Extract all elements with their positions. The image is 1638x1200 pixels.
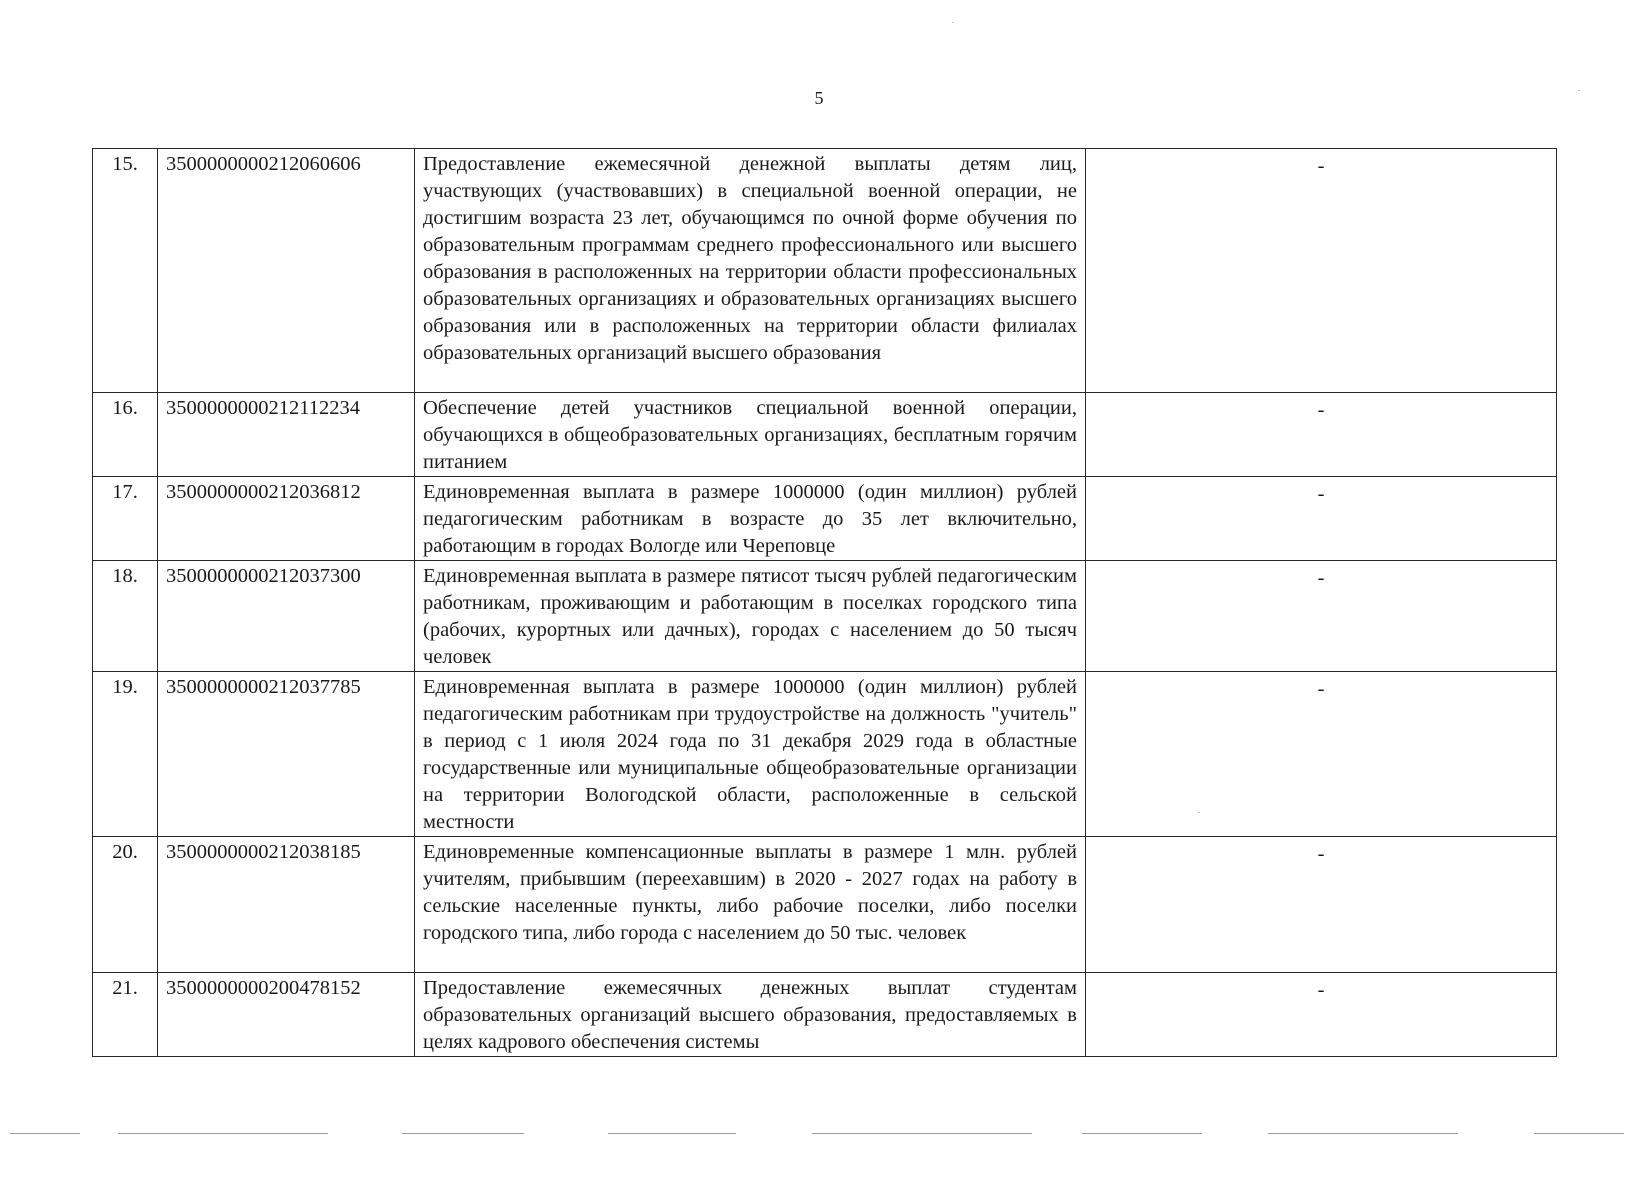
row-number: 16. — [93, 393, 158, 477]
row-code: 3500000000212036812 — [158, 477, 415, 561]
row-code: 3500000000212037300 — [158, 561, 415, 672]
scan-artifact-line — [608, 1133, 736, 1134]
row-value: - — [1317, 567, 1325, 589]
table-row — [93, 477, 1557, 561]
row-description: Единовременная выплата в размере 1000000 (один миллион) рублей педагогическим работникам при трудоустройстве на должность "учитель" в период с 1 июля 2024 года по 31 декабря 2029 года в областные государственные или муниципальные общеобразовательные организации на территории Вологодской области, расположенные в сельской местности — [415, 672, 1086, 837]
row-value-cell — [1086, 672, 1557, 837]
row-value-cell — [1086, 837, 1557, 973]
row-description: Обеспечение детей участников специальной военной операции, обучающихся в общеобразовательных организациях, бесплатным горячим питанием — [415, 393, 1086, 477]
row-code: 3500000000212060606 — [158, 149, 415, 393]
row-description: Предоставление ежемесячной денежной выплаты детям лиц, участвующих (участвовавших) в специальной военной операции, не достигшим возраста 23 лет, обучающимся по очной форме обучения по образовательным программам среднего профессионального или высшего образования в расположенных на территории области профессиональных образовательных организациях и образовательных организациях высшего образования или в расположенных на территории области филиалах образовательных организаций высшего образования — [415, 149, 1086, 393]
row-description: Единовременная выплата в размере 1000000 (один миллион) рублей педагогическим работникам в возрасте до 35 лет включительно, работающим в городах Вологде или Череповце — [415, 477, 1086, 561]
row-code: 3500000000212112234 — [158, 393, 415, 477]
row-number: 19. — [93, 672, 158, 837]
row-value-cell — [1086, 393, 1557, 477]
row-value: - — [1317, 483, 1325, 505]
row-value-cell — [1086, 561, 1557, 672]
scan-artifact-line — [1082, 1133, 1202, 1134]
row-value: - — [1317, 843, 1325, 865]
row-value: - — [1317, 678, 1325, 700]
table-row — [93, 672, 1557, 837]
row-code: 3500000000212037785 — [158, 672, 415, 837]
row-description: Единовременные компенсационные выплаты в размере 1 млн. рублей учителям, прибывшим (переехавшим) в 2020 - 2027 годах на работу в сельские населенные пункты, либо рабочие поселки, либо поселки городского типа, либо города с населением до 50 тыс. человек — [415, 837, 1086, 973]
row-number: 15. — [93, 149, 158, 393]
scan-artifact-line — [118, 1133, 328, 1134]
table-row — [93, 561, 1557, 672]
scan-artifact-dot — [1578, 90, 1580, 91]
page-number: 5 — [814, 88, 824, 108]
row-description: Единовременная выплата в размере пятисот тысяч рублей педагогическим работникам, проживающим и работающим в поселках городского типа (рабочих, курортных или дачных), городах с населением до 50 тысяч человек — [415, 561, 1086, 672]
table-row — [93, 393, 1557, 477]
row-value: - — [1317, 399, 1325, 421]
row-value: - — [1317, 155, 1325, 177]
row-number: 20. — [93, 837, 158, 973]
row-code: 3500000000212038185 — [158, 837, 415, 973]
scan-artifact-dot — [1198, 812, 1200, 813]
table-row — [93, 149, 1557, 393]
row-value-cell — [1086, 973, 1557, 1057]
row-description: Предоставление ежемесячных денежных выплат студентам образовательных организаций высшего образования, предоставляемых в целях кадрового обеспечения системы — [415, 973, 1086, 1057]
scan-artifact-dot — [952, 22, 954, 23]
row-number: 18. — [93, 561, 158, 672]
scan-artifact-line — [812, 1133, 1032, 1134]
row-number: 21. — [93, 973, 158, 1057]
table-row — [93, 973, 1557, 1057]
row-value-cell — [1086, 477, 1557, 561]
scan-artifact-line — [402, 1133, 524, 1134]
row-value-cell — [1086, 149, 1557, 393]
row-number: 17. — [93, 477, 158, 561]
scan-artifact-line — [1268, 1133, 1458, 1134]
measures-table — [92, 148, 1557, 1057]
row-value: - — [1317, 979, 1325, 1001]
scan-artifact-line — [10, 1133, 80, 1134]
scan-artifact-line — [1534, 1133, 1624, 1134]
table-row — [93, 837, 1557, 973]
row-code: 3500000000200478152 — [158, 973, 415, 1057]
